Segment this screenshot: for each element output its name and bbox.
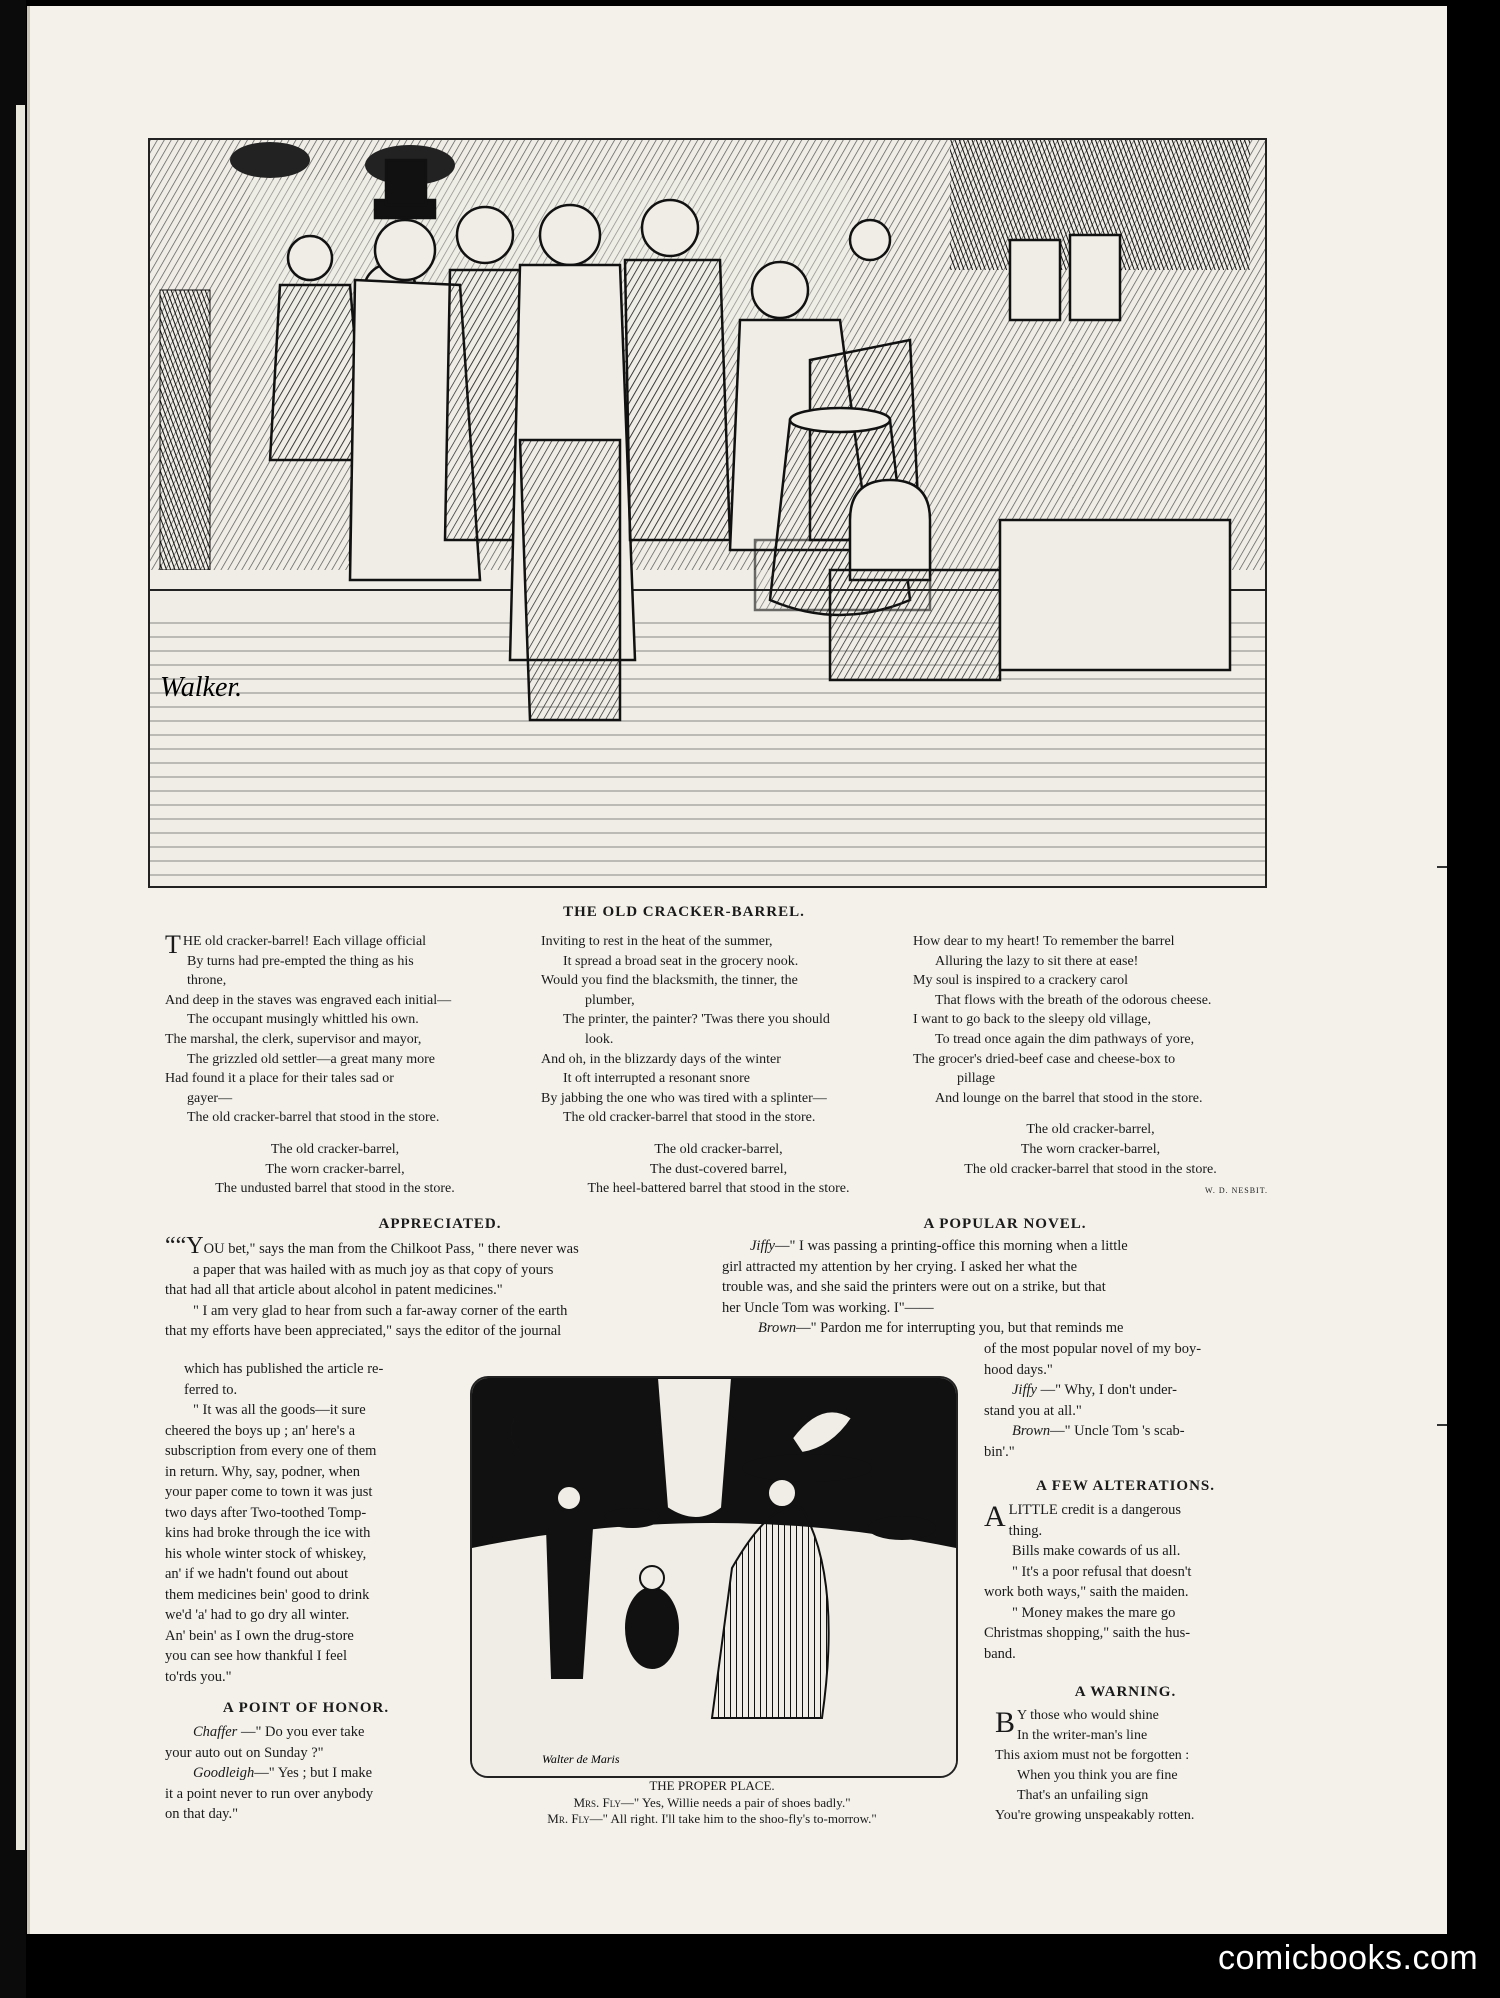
refrain-line: The worn cracker-barrel, — [265, 1161, 405, 1177]
verse-line: This axiom must not be forgotten : — [995, 1748, 1190, 1763]
text-line: a paper that was hailed with as much joy as that copy of yours — [193, 1261, 554, 1278]
facing-page-edge — [16, 105, 25, 1850]
text-line: on that day." — [165, 1806, 239, 1822]
text-line: " Money makes the mare go — [1012, 1604, 1176, 1621]
text-line: his whole winter stock of whiskey, — [165, 1545, 367, 1562]
text-line: of the most popular novel of my boy- — [984, 1341, 1202, 1357]
fly-family-drawing — [472, 1378, 956, 1776]
site-watermark: comicbooks.com — [1218, 1939, 1479, 1977]
poem-author: W. D. NESBIT. — [1205, 1186, 1268, 1196]
text-line: two days after Two-toothed Tomp- — [165, 1504, 367, 1521]
store-scene-drawing — [150, 140, 1265, 886]
refrain-line: The worn cracker-barrel, — [1020, 1141, 1161, 1157]
refrain-line: The dust-covered barrel, — [649, 1161, 788, 1177]
text-line: trouble was, and she said the printers were out on a strike, but that — [722, 1279, 1106, 1295]
refrain-line: The old cracker-barrel, — [1026, 1122, 1155, 1138]
verse-line: That's an unfailing sign — [1017, 1788, 1149, 1803]
point-of-honor-body — [165, 1722, 447, 1825]
text-line: it a point never to run over anybody — [165, 1785, 374, 1802]
poem-line: By turns had pre-empted the thing as his — [187, 953, 414, 969]
poem-line: HE old cracker-barrel! Each village official — [182, 934, 427, 949]
speaker-name: Mr. Fly — [547, 1811, 590, 1826]
text-line: bin'." — [984, 1443, 1015, 1460]
text-line: —" Yes ; but I make — [254, 1765, 373, 1781]
poem-line: The grizzled old settler—a great many more — [187, 1051, 436, 1067]
text-line: OU bet," says the man from the Chilkoot Pass, " there never was — [203, 1241, 579, 1257]
binding-line — [27, 6, 30, 1934]
poem-line: And oh, in the blizzardy days of the winter — [541, 1051, 781, 1067]
cartoon-caption — [470, 1778, 954, 1828]
poem-line: I want to go back to the sleepy old village, — [913, 1012, 1151, 1028]
warning-verse — [995, 1706, 1270, 1826]
text-line: Christmas shopping," saith the hus- — [984, 1625, 1191, 1641]
poem-title: THE OLD CRACKER-BARREL. — [563, 904, 805, 920]
text-line: —" Uncle Tom 's scab- — [1050, 1423, 1185, 1439]
text-line: her Uncle Tom was working. I"—— — [722, 1299, 934, 1316]
text-line: to'rds you." — [165, 1668, 232, 1685]
poem-line: That flows with the breath of the odorous cheese. — [935, 992, 1212, 1008]
text-line: kins had broke through the ice with — [165, 1525, 371, 1541]
drop-cap: ““Y — [165, 1233, 204, 1259]
popular-novel-continuation — [984, 1339, 1267, 1462]
poem-line: pillage — [957, 1071, 996, 1087]
poem-column-2 — [541, 932, 896, 1199]
popular-novel-body — [722, 1236, 1265, 1339]
poem-line: The old cracker-barrel that stood in the store. — [563, 1110, 816, 1126]
poem-line: gayer— — [187, 1090, 233, 1106]
poem-line: The old cracker-barrel that stood in the store. — [187, 1110, 440, 1126]
text-line: thing. — [1008, 1522, 1043, 1539]
poem-line: My soul is inspired to a crackery carol — [913, 973, 1128, 989]
text-line: subscription from every one of them — [165, 1443, 377, 1459]
poem-line: plumber, — [585, 992, 635, 1008]
few-alterations-body — [984, 1500, 1267, 1664]
text-line: an' if we hadn't found out about — [165, 1566, 349, 1582]
text-line: —" All right. I'll take him to the shoo-fly's to-morrow." — [589, 1811, 877, 1826]
popular-novel-title: A POPULAR NOVEL. — [923, 1216, 1087, 1232]
poem-line: It oft interrupted a resonant snore — [563, 1071, 750, 1087]
poem-line: It spread a broad seat in the grocery nook. — [563, 953, 799, 969]
appreciated-continuation — [184, 1359, 454, 1400]
few-alterations-title: A FEW ALTERATIONS. — [1035, 1478, 1216, 1494]
poem-line: The printer, the painter? 'Twas there you should — [563, 1012, 830, 1028]
cracker-barrel-illustration — [148, 138, 1267, 888]
text-line: " I am very glad to hear from such a far-away corner of the earth — [193, 1302, 568, 1319]
poem-line: look. — [585, 1031, 614, 1047]
text-line: in return. Why, say, podner, when — [165, 1463, 360, 1480]
verse-line: When you think you are fine — [1017, 1768, 1178, 1783]
poem-line: Would you find the blacksmith, the tinner, the — [541, 973, 798, 989]
poem-line: How dear to my heart! To remember the barrel — [913, 934, 1175, 949]
speaker-name: Jiffy — [1012, 1382, 1037, 1398]
poem-column-1 — [165, 932, 505, 1199]
text-line: stand you at all." — [984, 1402, 1082, 1419]
text-line: An' bein' as I own the drug-store — [165, 1627, 354, 1644]
text-line: that my efforts have been appreciated," says the editor of the journal — [165, 1323, 562, 1339]
poem-column-3 — [913, 932, 1268, 1201]
text-line: —" Why, I don't under- — [1036, 1382, 1177, 1398]
poem-line: throne, — [187, 973, 227, 989]
text-line: we'd 'a' had to go dry all winter. — [165, 1607, 350, 1623]
poem-line: And deep in the staves was engraved each initial— — [165, 992, 452, 1008]
cartoon-signature: Walter de Maris — [542, 1752, 620, 1766]
text-line: you can see how thankful I feel — [165, 1648, 347, 1664]
refrain-line: The heel-battered barrel that stood in the store. — [587, 1181, 850, 1197]
speaker-name: Brown — [758, 1320, 797, 1336]
text-line: work both ways," saith the maiden. — [984, 1584, 1189, 1600]
drop-cap: B — [995, 1706, 1016, 1739]
poem-line: The marshal, the clerk, supervisor and mayor, — [165, 1031, 422, 1047]
speaker-name: Jiffy — [750, 1238, 775, 1254]
poem-line: Had found it a place for their tales sad or — [165, 1071, 394, 1087]
text-line: them medicines bein' good to drink — [165, 1586, 370, 1603]
registration-tick — [1437, 866, 1447, 868]
verse-line: Y those who would shine — [1017, 1708, 1159, 1723]
poem-line: The grocer's dried-beef case and cheese-box to — [913, 1051, 1176, 1067]
refrain-line: The old cracker-barrel, — [270, 1141, 400, 1157]
poem-line: To tread once again the dim pathways of yore, — [935, 1031, 1195, 1047]
text-line: Bills make cowards of us all. — [1012, 1543, 1181, 1559]
text-line: cheered the boys up ; an' here's a — [165, 1422, 356, 1439]
verse-line: You're growing unspeakably rotten. — [995, 1808, 1195, 1823]
point-of-honor-title: A POINT OF HONOR. — [222, 1700, 390, 1716]
illustration-signature: Walker. — [160, 672, 243, 703]
verse-line: In the writer-man's line — [1017, 1728, 1148, 1743]
appreciated-intro — [165, 1233, 703, 1342]
text-line: girl attracted my attention by her crying. I asked her what the — [722, 1258, 1078, 1275]
poem-line: Inviting to rest in the heat of the summer, — [541, 934, 773, 949]
poem-line: By jabbing the one who was tired with a splinter— — [541, 1090, 827, 1106]
refrain-line: The old cracker-barrel, — [654, 1141, 783, 1157]
text-line: hood days." — [984, 1361, 1053, 1378]
speaker-name: Goodleigh — [193, 1765, 255, 1781]
registration-tick — [1437, 1424, 1447, 1426]
text-line: " It's a poor refusal that doesn't — [1012, 1563, 1192, 1580]
text-line: ferred to. — [184, 1381, 238, 1398]
text-line: —" Yes, Willie needs a pair of shoes badly." — [620, 1794, 851, 1810]
text-line: —" Pardon me for interrupting you, but that reminds me — [796, 1320, 1124, 1336]
appreciated-body — [165, 1400, 447, 1687]
proper-place-cartoon — [470, 1376, 958, 1778]
text-line: band. — [984, 1645, 1016, 1662]
refrain-line: The undusted barrel that stood in the store. — [215, 1181, 455, 1197]
cartoon-title: THE PROPER PLACE. — [649, 1778, 775, 1793]
speaker-name: Mrs. Fly — [573, 1794, 621, 1810]
drop-cap: A — [984, 1500, 1006, 1533]
speaker-name: Chaffer — [193, 1724, 238, 1740]
text-line: " It was all the goods—it sure — [193, 1402, 366, 1418]
text-line: your paper come to town it was just — [165, 1484, 373, 1500]
poem-line: Alluring the lazy to sit there at ease! — [935, 953, 1139, 969]
poem-line: The occupant musingly whittled his own. — [187, 1012, 419, 1028]
text-line: which has published the article re- — [184, 1361, 384, 1377]
warning-title: A WARNING. — [1074, 1684, 1177, 1700]
text-line: that had all that article about alcohol in patent medicines." — [165, 1282, 503, 1298]
drop-cap: T — [165, 930, 181, 959]
refrain-line: The old cracker-barrel that stood in the store. — [964, 1161, 1217, 1177]
speaker-name: Brown — [1012, 1423, 1051, 1439]
text-line: —" Do you ever take — [237, 1724, 365, 1740]
appreciated-title: APPRECIATED. — [378, 1216, 502, 1232]
text-line: your auto out on Sunday ?" — [165, 1744, 324, 1761]
text-line: —" I was passing a printing-office this morning when a little — [774, 1238, 1128, 1254]
text-line: LITTLE credit is a dangerous — [1008, 1502, 1181, 1518]
poem-line: And lounge on the barrel that stood in the store. — [935, 1090, 1203, 1106]
